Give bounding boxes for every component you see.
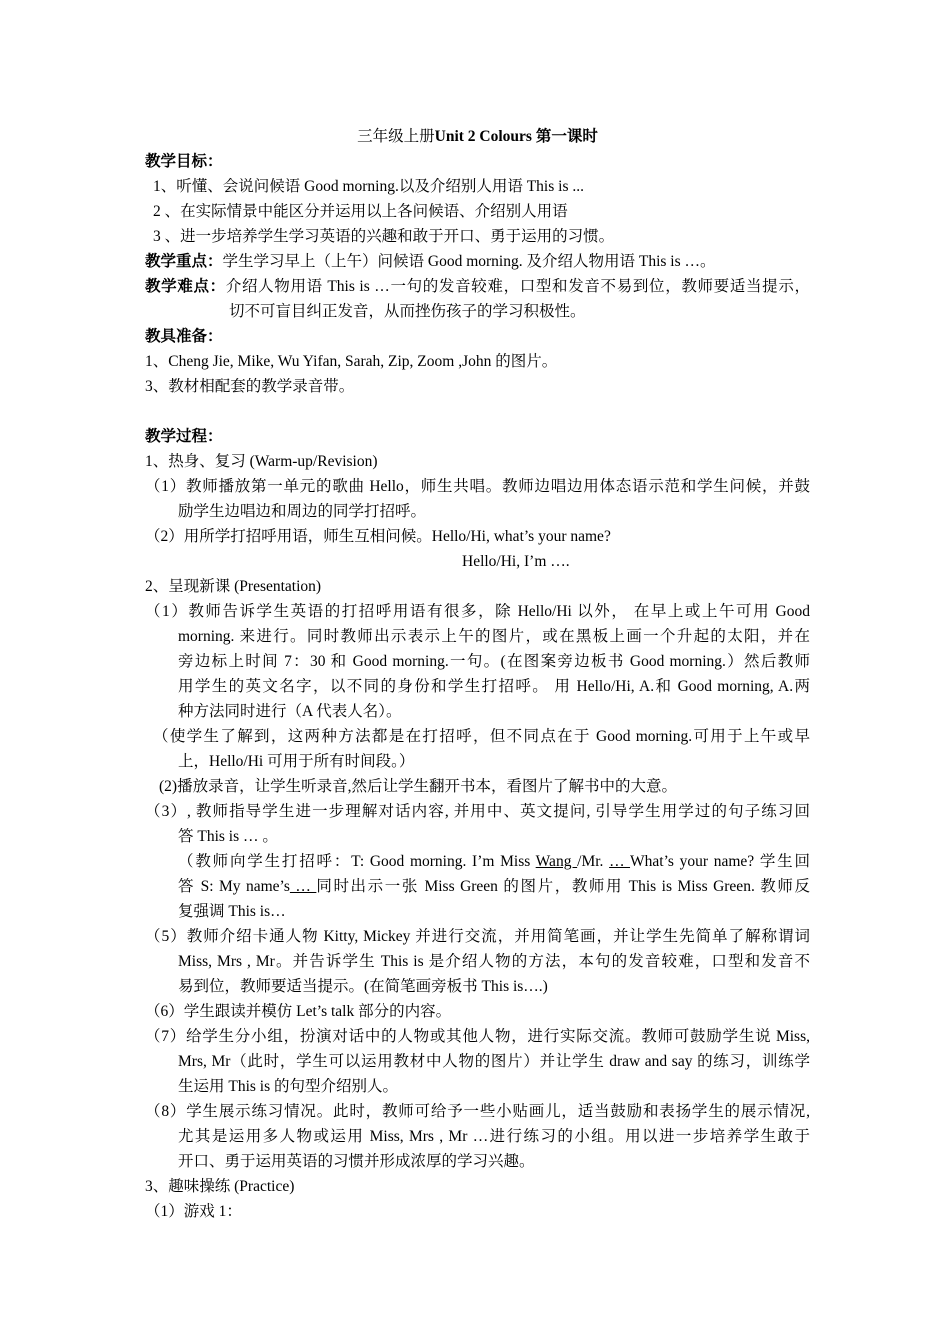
difficulty-text: 介绍人物用语 This is …一句的发音较难，口型和发音不易到位，教师要适当提示， xyxy=(225,278,810,295)
section-2-heading: 2、呈现新课 (Presentation) xyxy=(145,578,322,595)
tool-item: 3、教材相配套的教学录音带。 xyxy=(145,378,355,395)
title-unit: Unit 2 Colours xyxy=(434,128,532,145)
difficulty-point xyxy=(145,274,810,299)
paragraph: （8）学生展示练习情况。此时，教师可给予一些小贴画儿，适当鼓励和表扬学生的展示情况, xyxy=(145,1103,810,1120)
process-heading: 教学过程： xyxy=(145,428,223,445)
paragraph-continuation: Hello/Hi, I’m …. xyxy=(462,553,570,570)
paragraph-continuation: 尤其是运用多人物或运用 Miss, Mrs , Mr …进行练习的小组。用以进一步培养学生敢于 xyxy=(178,1128,810,1145)
paragraph-continuation: 用学生的英文名字，以不同的身份和学生打招呼。 用 Hello/Hi, A.和 Good morning, A.两 xyxy=(178,678,810,695)
goals-heading: 教学目标： xyxy=(145,153,223,170)
note-paragraph: （使学生了解到，这两种方法都是在打招呼，但不同点在于 Good morning.可用于上午或早 xyxy=(153,728,810,745)
paragraph-continuation: Mrs, Mr（此时，学生可以运用教材中人物的图片）并让学生 draw and say 的练习，训练学 xyxy=(178,1053,810,1070)
key-point xyxy=(145,249,810,274)
paragraph: (2)播放录音，让学生听录音,然后让学生翻开书本，看图片了解书中的大意。 xyxy=(159,778,677,795)
paragraph-continuation: morning. 来进行。同时教师出示表示上午的图片，或在黑板上画一个升起的太阳，并在 xyxy=(178,628,810,645)
title-lesson: 第一课时 xyxy=(531,128,598,145)
dialogue-line: （教师向学生打招呼：T: Good morning. I’m Miss Wang /Mr. … What’s your name? 学生回 xyxy=(178,853,810,870)
goal-item: 3 、进一步培养学生学习英语的兴趣和敢于开口、勇于运用的习惯。 xyxy=(153,228,615,245)
goal-item: 1、听懂、会说问候语 Good morning.以及介绍别人用语 This is ... xyxy=(153,178,584,195)
section-3-heading: 3、趣味操练 (Practice) xyxy=(145,1178,295,1195)
paragraph-continuation: 生运用 This is 的句型介绍别人。 xyxy=(178,1078,399,1095)
tool-item: 1、Cheng Jie, Mike, Wu Yifan, Sarah, Zip, Zoom ,John 的图片。 xyxy=(145,353,558,370)
blank-name: Wang xyxy=(535,853,578,870)
paragraph: （2）用所学打招呼用语，师生互相问候。Hello/Hi, what’s your name? xyxy=(145,528,611,545)
paragraph-continuation: 复强调 This is… xyxy=(178,903,286,920)
paragraph-continuation: 励学生边唱边和周边的同学打招呼。 xyxy=(178,503,427,520)
blank-name: … xyxy=(609,853,631,870)
paragraph: （1）教师播放第一单元的歌曲 Hello，师生共唱。教师边唱边用体态语示范和学生问候，并鼓 xyxy=(145,478,810,495)
paragraph-continuation: 种方法同时进行（A 代表人名）。 xyxy=(178,703,402,720)
document-body xyxy=(145,124,810,1224)
paragraph-continuation: 易到位，教师要适当提示。(在简笔画旁板书 This is….) xyxy=(178,978,548,995)
paragraph-continuation: 旁边标上时间 7：30 和 Good morning.一句。(在图案旁边板书 Good morning.）然后教师 xyxy=(178,653,810,670)
paragraph: （3）, 教师指导学生进一步理解对话内容, 并用中、英文提问, 引导学生用学过的句子练习回 xyxy=(145,803,810,820)
blank-name: … xyxy=(289,878,317,895)
difficulty-label: 教学难点： xyxy=(145,278,226,295)
paragraph-continuation: 开口、勇于运用英语的习惯并形成浓厚的学习兴趣。 xyxy=(178,1153,535,1170)
page-title xyxy=(145,124,810,149)
spacer xyxy=(145,399,810,424)
paragraph: （6）学生跟读并模仿 Let’s talk 部分的内容。 xyxy=(145,1003,452,1020)
paragraph: （5）教师介绍卡通人物 Kitty, Mickey 并进行交流，并用简笔画，并让学生先简单了解称谓词 xyxy=(145,928,810,945)
paragraph-continuation: Miss, Mrs , Mr。并告诉学生 This is 是介绍人物的方法，本句的发音较难，口型和发音不 xyxy=(178,953,810,970)
tools-heading: 教具准备： xyxy=(145,328,223,345)
paragraph: （1）游戏 1： xyxy=(145,1203,242,1220)
section-1-heading: 1、热身、复习 (Warm-up/Revision) xyxy=(145,453,378,470)
note-continuation: 上，Hello/Hi 可用于所有时间段。） xyxy=(178,753,415,770)
paragraph: （1）教师告诉学生英语的打招呼用语有很多，除 Hello/Hi 以外， 在早上或上午可用 Good xyxy=(145,603,810,620)
difficulty-continuation: 切不可盲目纠正发音，从而挫伤孩子的学习积极性。 xyxy=(229,303,586,320)
title-prefix: 三年级上册 xyxy=(357,128,435,145)
dialogue-line: 答 S: My name’s … 同时出示一张 Miss Green 的图片，教师用 This is Miss Green. 教师反 xyxy=(178,878,810,895)
paragraph: （7）给学生分小组，扮演对话中的人物或其他人物，进行实际交流。教师可鼓励学生说 Miss, xyxy=(145,1028,810,1045)
paragraph-continuation: 答 This is … 。 xyxy=(178,828,278,845)
key-text: 学生学习早上（上午）问候语 Good morning. 及介绍人物用语 This is …。 xyxy=(222,253,716,270)
goal-item: 2 、在实际情景中能区分并运用以上各问候语、介绍别人用语 xyxy=(153,203,568,220)
key-label: 教学重点： xyxy=(145,253,223,270)
